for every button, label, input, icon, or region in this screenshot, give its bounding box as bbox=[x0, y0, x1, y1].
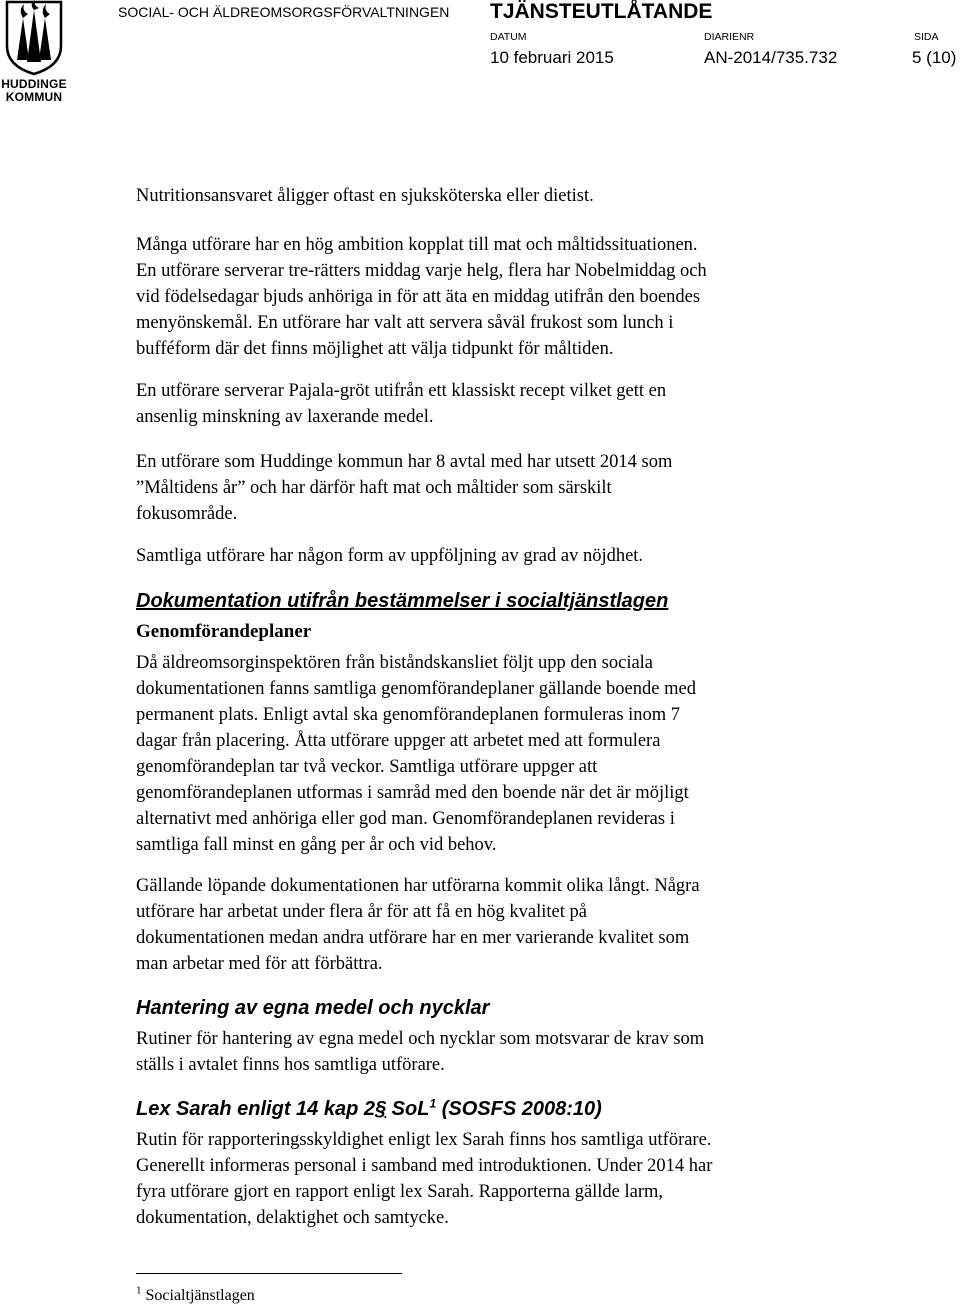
text-line: utförare har arbetat under flera år för att få en hög kvalitet på bbox=[136, 902, 587, 922]
reference-label: DIARIENR bbox=[704, 31, 755, 43]
text-line: fyra utförare gjort en rapport enligt lex Sarah. Rapporterna gällde larm, bbox=[136, 1182, 664, 1202]
text-line: En utförare serverar tre-rätters middag varje helg, flera har Nobelmiddag och bbox=[136, 261, 707, 281]
footnote-separator bbox=[136, 1273, 402, 1274]
text-line: ansenlig minskning av laxerande medel. bbox=[136, 407, 434, 427]
paragraph-meal-year bbox=[136, 449, 856, 527]
text-line: dokumentationen medan andra utförare har en mer varierande kvalitet som bbox=[136, 928, 690, 948]
logo-text-line-1: HUDDINGE bbox=[1, 77, 67, 91]
footnote-reference[interactable]: 1 bbox=[429, 1096, 437, 1111]
text-line: Rutiner för hantering av egna medel och nycklar som motsvarar de krav som bbox=[136, 1029, 705, 1049]
heading-own-funds-keys: Hantering av egna medel och nycklar bbox=[136, 997, 490, 1019]
paragraph-lex-sarah bbox=[136, 1127, 856, 1231]
text-line: En utförare serverar Pajala-gröt utifrån ett klassiskt recept vilket gett en bbox=[136, 381, 667, 401]
paragraph-implementation-plans bbox=[136, 650, 856, 858]
paragraph-ongoing-documentation bbox=[136, 873, 856, 977]
text-line: Rutin för rapporteringsskyldighet enligt lex Sarah finns hos samtliga utförare. bbox=[136, 1130, 712, 1150]
text-line: alternativt med anhöriga eller god man. Genomförandeplanen revideras i bbox=[136, 809, 675, 829]
date-value: 10 februari 2015 bbox=[490, 48, 614, 67]
logo-text-line-2: KOMMUN bbox=[5, 90, 63, 104]
page-number: 5 (10) bbox=[912, 48, 957, 67]
municipality-logo bbox=[0, 0, 68, 108]
text-line: Generellt informeras personal i samband med introduktionen. Under 2014 har bbox=[136, 1156, 713, 1176]
footnote-mark: 1 bbox=[136, 1284, 142, 1297]
text-line: En utförare som Huddinge kommun har 8 avtal med har utsett 2014 som bbox=[136, 452, 673, 472]
text-line: Många utförare har en hög ambition kopplat till mat och måltidssituationen. bbox=[136, 235, 698, 255]
heading-lex-sarah-part1: Lex Sarah enligt 14 kap 2 bbox=[136, 1098, 375, 1120]
text-line: Gällande löpande dokumentationen har utförarna kommit olika långt. Några bbox=[136, 876, 700, 896]
date-label: DATUM bbox=[490, 31, 527, 43]
text-line: Nutritionsansvaret åligger oftast en sjuksköterska eller dietist. bbox=[136, 186, 594, 206]
organization-name: SOCIAL- OCH ÄLDREOMSORGSFÖRVALTNINGEN bbox=[118, 4, 450, 20]
text-line: permanent plats. Enligt avtal ska genomförandeplanen formuleras inom 7 bbox=[136, 705, 681, 725]
document-type: TJÄNSTEUTLÅTANDE bbox=[490, 0, 713, 23]
text-line: Samtliga utförare har någon form av uppföljning av grad av nöjdhet. bbox=[136, 546, 644, 566]
text-line: ställs i avtalet finns hos samtliga utförare. bbox=[136, 1055, 445, 1075]
text-line: Då äldreomsorginspektören från biståndskansliet följt upp den sociala bbox=[136, 653, 654, 673]
text-line: man arbetar med för att förbättra. bbox=[136, 954, 383, 974]
footnote bbox=[136, 1286, 255, 1306]
text-line: bufféform där det finns möjlighet att välja tidpunkt för måltiden. bbox=[136, 339, 614, 359]
text-line: dagar från placering. Åtta utförare uppger att arbetet med att formulera bbox=[136, 731, 661, 751]
paragraph-porridge bbox=[136, 378, 856, 430]
subheading-implementation-plans: Genomförandeplaner bbox=[136, 621, 312, 642]
page-label: SIDA bbox=[914, 31, 939, 43]
paragraph-nutrition bbox=[136, 183, 856, 209]
heading-lex-sarah-part3: (SOSFS 2008:10) bbox=[436, 1098, 602, 1120]
text-line: menyönskemål. En utförare har valt att servera såväl frukost som lunch i bbox=[136, 313, 674, 333]
footnote-text: Socialtjänstlagen bbox=[141, 1287, 255, 1304]
coat-of-arms-icon bbox=[4, 0, 64, 76]
text-line: fokusområde. bbox=[136, 504, 238, 524]
text-line: vid födelsedagar bjuds anhöriga in för att äta en middag utifrån den boendes bbox=[136, 287, 701, 307]
text-line: dokumentationen fanns samtliga genomförandeplaner gällande boende med bbox=[136, 679, 696, 699]
text-line: dokumentation, delaktighet och samtycke. bbox=[136, 1208, 449, 1228]
section-sign: § bbox=[375, 1098, 387, 1120]
heading-lex-sarah-part2: SoL bbox=[386, 1098, 430, 1120]
reference-value: AN-2014/735.732 bbox=[704, 48, 838, 67]
text-line: genomförandeplanen utformas i samråd med den boende när det är möjligt bbox=[136, 783, 689, 803]
heading-lex-sarah bbox=[136, 1096, 602, 1122]
paragraph-satisfaction bbox=[136, 543, 856, 569]
text-line: samtliga fall minst en gång per år och vid behov. bbox=[136, 835, 497, 855]
heading-documentation: Dokumentation utifrån bestämmelser i socialtjänstlagen bbox=[136, 590, 669, 612]
paragraph-meals bbox=[136, 232, 856, 362]
text-line: ”Måltidens år” och har därför haft mat och måltider som särskilt bbox=[136, 478, 612, 498]
paragraph-own-funds-keys bbox=[136, 1026, 856, 1078]
text-line: genomförandeplan tar två veckor. Samtliga utförare uppger att bbox=[136, 757, 598, 777]
